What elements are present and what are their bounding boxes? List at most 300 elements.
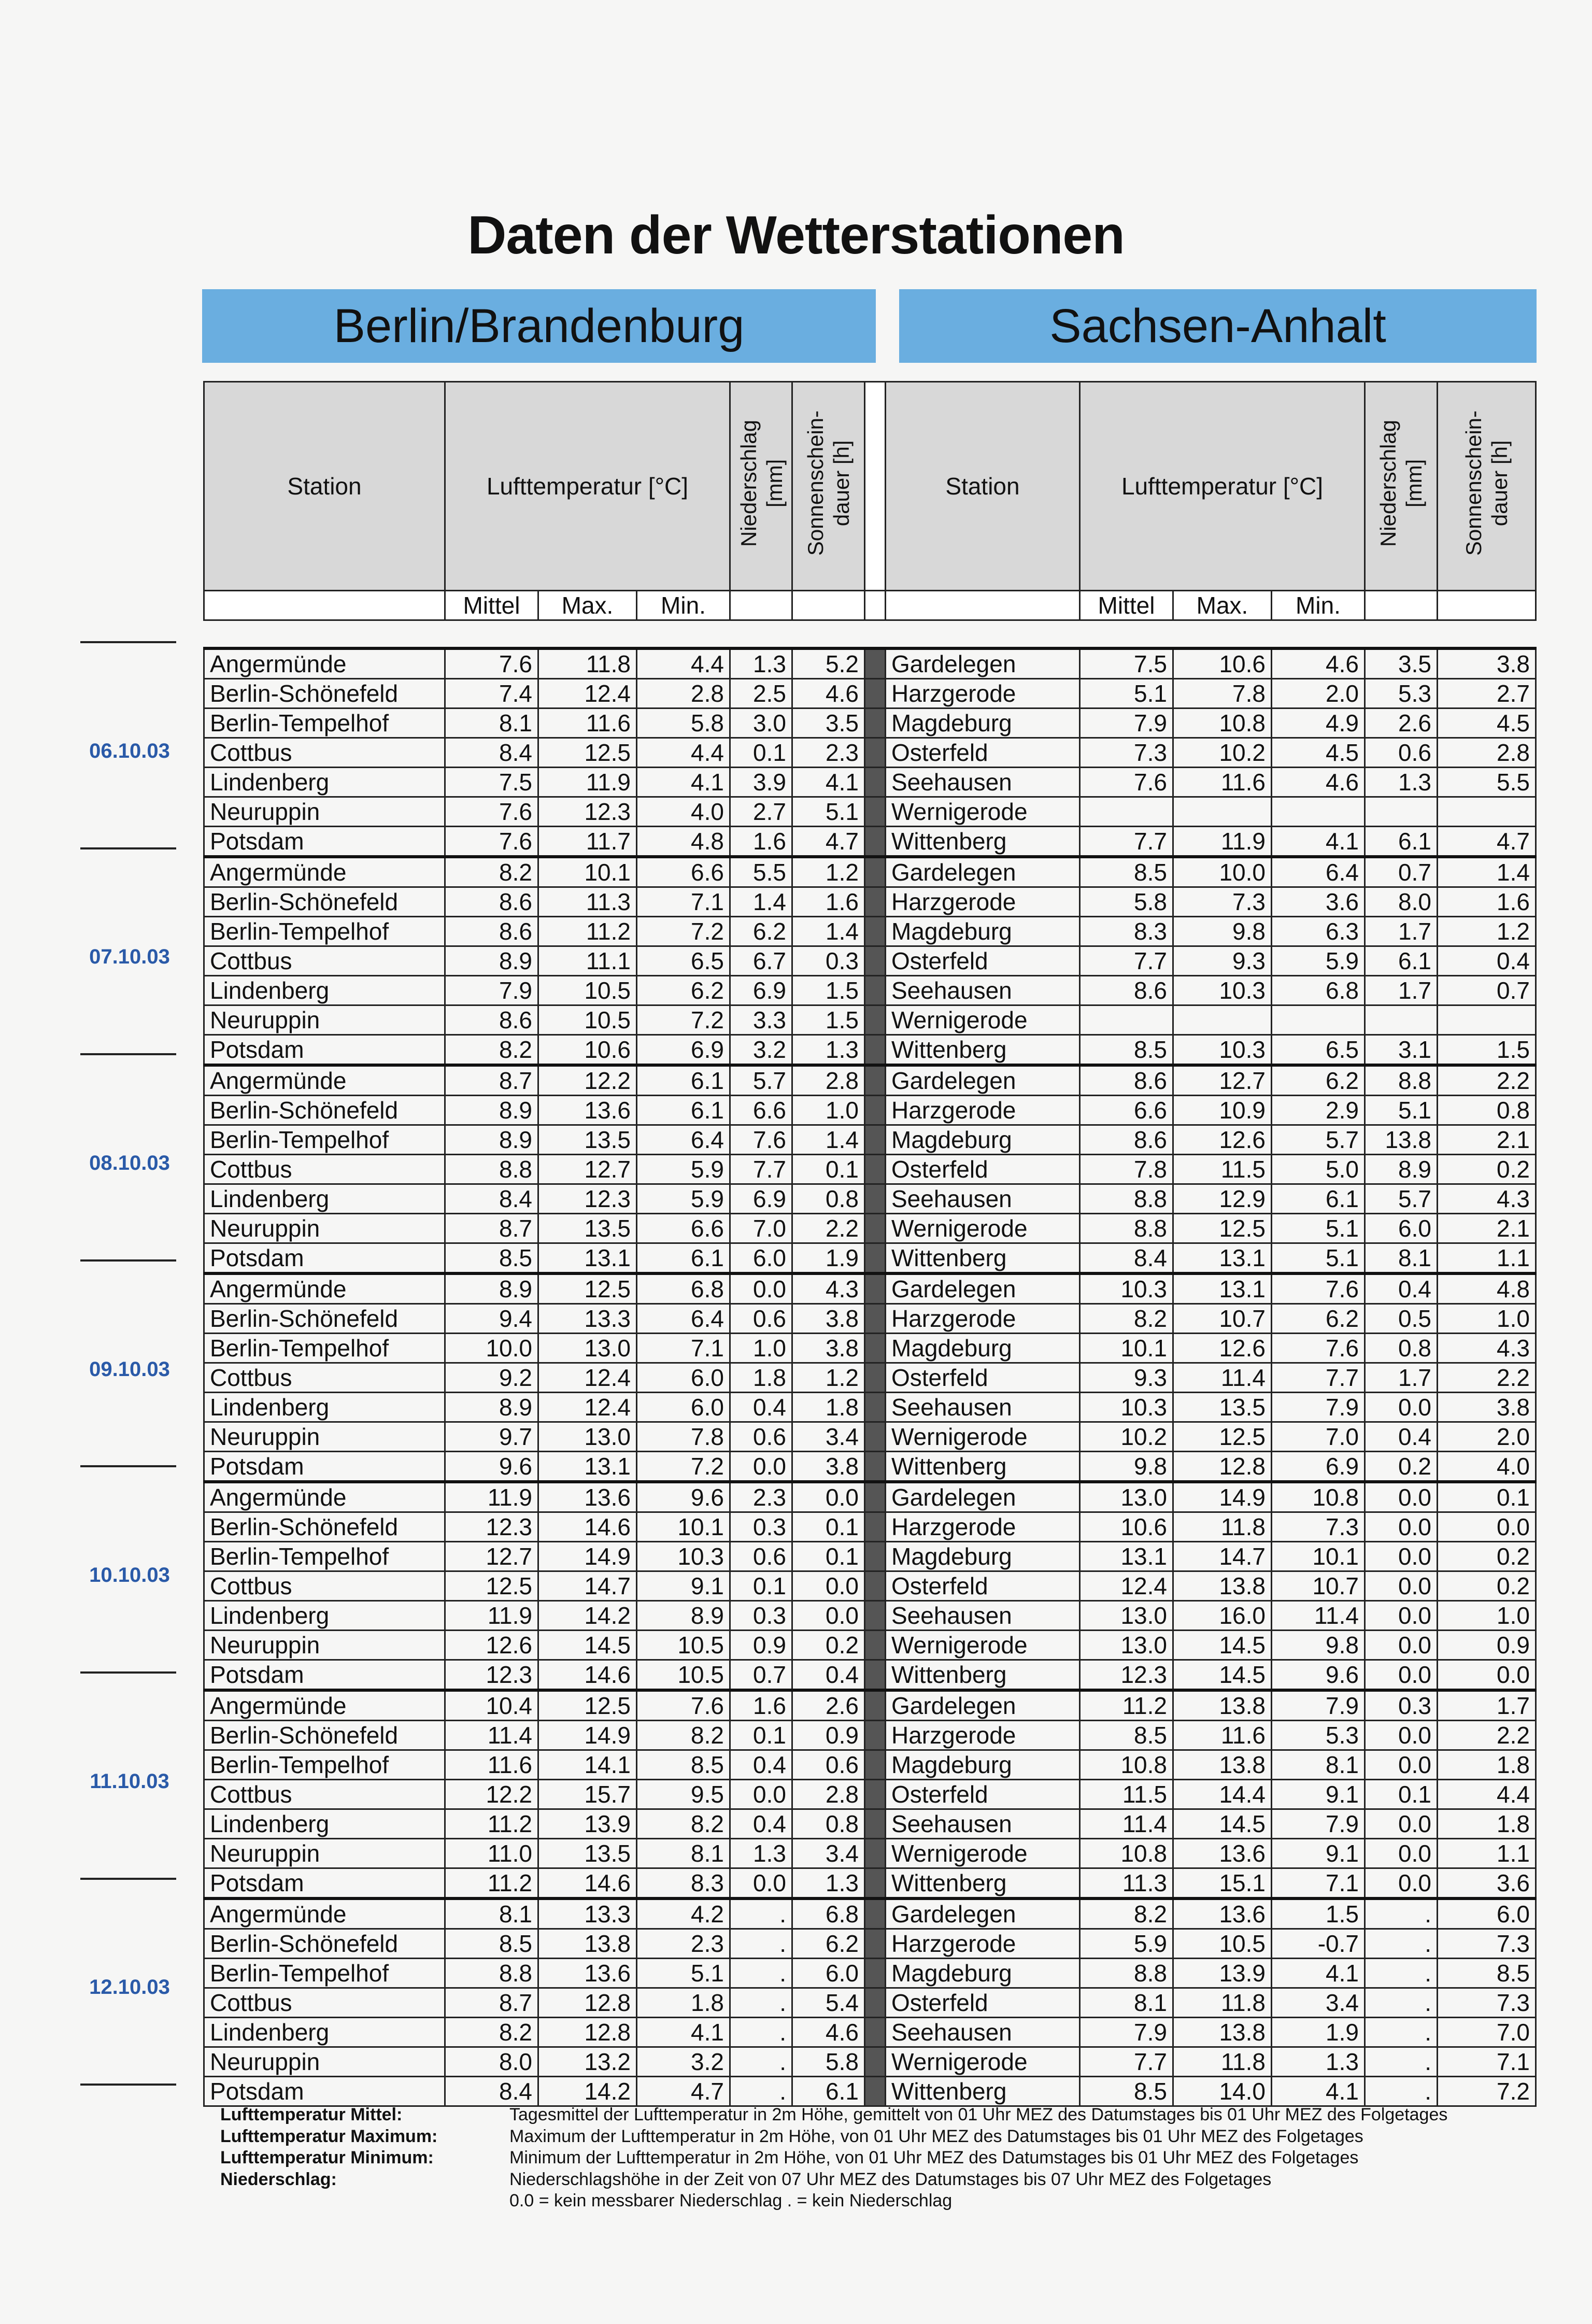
value-cell: 3.2: [637, 2047, 730, 2077]
value-cell: 11.2: [445, 1809, 538, 1839]
station-name: Seehausen: [886, 2018, 1080, 2047]
station-name: Wittenberg: [886, 2077, 1080, 2106]
value-cell: 9.2: [445, 1363, 538, 1393]
value-cell: 10.1: [637, 1512, 730, 1542]
table-row: [204, 1601, 1536, 1631]
value-cell: 9.3: [1080, 1363, 1173, 1393]
date-divider: [80, 1465, 176, 1467]
table-row: [204, 1096, 1536, 1125]
station-name: Osterfeld: [886, 946, 1080, 976]
column-separator: [865, 2047, 886, 2077]
value-cell: 0.6: [792, 1750, 865, 1780]
value-cell: 6.5: [1272, 1035, 1365, 1066]
value-cell: 0.4: [730, 1809, 792, 1839]
value-cell: 10.8: [1080, 1750, 1173, 1780]
column-separator: [865, 708, 886, 738]
value-cell: 13.5: [538, 1125, 637, 1155]
value-cell: 3.9: [730, 768, 792, 797]
value-cell: 7.5: [1080, 648, 1173, 679]
value-cell: 4.4: [637, 648, 730, 679]
col-header-sunshine-right: Sonnenschein- dauer [h]: [1438, 382, 1536, 591]
value-cell: 8.1: [1365, 1243, 1438, 1274]
table-row: [204, 1721, 1536, 1750]
station-name: Gardelegen: [886, 648, 1080, 679]
value-cell: 12.2: [445, 1780, 538, 1809]
value-cell: 0.7: [730, 1660, 792, 1691]
value-cell: 7.2: [637, 917, 730, 946]
value-cell: 10.1: [1272, 1542, 1365, 1571]
value-cell: 11.3: [538, 887, 637, 917]
value-cell: 1.3: [730, 1839, 792, 1868]
value-cell: 8.2: [1080, 1898, 1173, 1929]
value-cell: 8.2: [445, 857, 538, 887]
table-row: [204, 2047, 1536, 2077]
column-separator: [865, 648, 886, 679]
station-name: Berlin-Tempelhof: [204, 1750, 445, 1780]
value-cell: .: [1365, 1929, 1438, 1959]
value-cell: 8.5: [445, 1243, 538, 1274]
column-separator: [865, 1988, 886, 2018]
value-cell: 6.8: [1272, 976, 1365, 1005]
station-name: Cottbus: [204, 1155, 445, 1184]
value-cell: 7.6: [1080, 768, 1173, 797]
station-name: Osterfeld: [886, 1363, 1080, 1393]
value-cell: 6.8: [792, 1898, 865, 1929]
table-row: [204, 1304, 1536, 1334]
value-cell: 14.9: [538, 1542, 637, 1571]
value-cell: 0.4: [792, 1660, 865, 1691]
value-cell: 1.9: [1272, 2018, 1365, 2047]
value-cell: 6.1: [637, 1065, 730, 1096]
value-cell: 11.8: [1173, 1512, 1272, 1542]
value-cell: 7.9: [1272, 1809, 1365, 1839]
value-cell: 5.0: [1272, 1155, 1365, 1184]
table-row: [204, 1155, 1536, 1184]
value-cell: 4.3: [1438, 1334, 1536, 1363]
value-cell: 4.6: [1272, 768, 1365, 797]
value-cell: 7.9: [445, 976, 538, 1005]
value-cell: 11.4: [445, 1721, 538, 1750]
value-cell: 14.5: [1173, 1631, 1272, 1660]
value-cell: 2.0: [1272, 679, 1365, 708]
value-cell: 2.8: [792, 1780, 865, 1809]
table-row: [204, 797, 1536, 827]
column-separator: [865, 1571, 886, 1601]
value-cell: 1.4: [792, 1125, 865, 1155]
value-cell: 8.5: [445, 1929, 538, 1959]
value-cell: 7.8: [1080, 1155, 1173, 1184]
value-cell: 10.9: [1173, 1096, 1272, 1125]
value-cell: 6.2: [730, 917, 792, 946]
value-cell: 7.7: [730, 1155, 792, 1184]
value-cell: 13.6: [1173, 1898, 1272, 1929]
value-cell: 13.1: [1173, 1243, 1272, 1274]
value-cell: 0.4: [1365, 1273, 1438, 1304]
station-name: Potsdam: [204, 1452, 445, 1482]
station-name: Angermünde: [204, 1690, 445, 1721]
value-cell: 1.9: [792, 1243, 865, 1274]
value-cell: 7.2: [637, 1452, 730, 1482]
value-cell: 3.8: [792, 1304, 865, 1334]
date-label: 08.10.03: [89, 1151, 170, 1174]
value-cell: 7.2: [637, 1005, 730, 1035]
column-separator: [865, 1393, 886, 1422]
value-cell: 0.2: [1438, 1571, 1536, 1601]
value-cell: 8.7: [445, 1065, 538, 1096]
station-name: Wernigerode: [886, 1422, 1080, 1452]
value-cell: 7.9: [1272, 1393, 1365, 1422]
value-cell: 0.0: [730, 1273, 792, 1304]
station-name: Berlin-Schönefeld: [204, 1721, 445, 1750]
value-cell: 0.0: [1365, 1750, 1438, 1780]
value-cell: 6.7: [730, 946, 792, 976]
value-cell: 0.8: [1365, 1334, 1438, 1363]
value-cell: 0.9: [1438, 1631, 1536, 1660]
value-cell: 8.9: [637, 1601, 730, 1631]
value-cell: 6.9: [637, 1035, 730, 1066]
value-cell: 8.5: [1080, 2077, 1173, 2106]
date-label: 06.10.03: [89, 739, 170, 762]
value-cell: 1.0: [1438, 1304, 1536, 1334]
value-cell: 13.8: [1173, 1690, 1272, 1721]
value-cell: 1.8: [1438, 1750, 1536, 1780]
station-name: Seehausen: [886, 1184, 1080, 1214]
value-cell: 9.8: [1272, 1631, 1365, 1660]
value-cell: 5.2: [792, 648, 865, 679]
value-cell: 5.1: [1080, 679, 1173, 708]
value-cell: 3.4: [792, 1839, 865, 1868]
value-cell: 7.0: [730, 1214, 792, 1243]
value-cell: 13.6: [538, 1959, 637, 1988]
value-cell: 1.8: [637, 1988, 730, 2018]
value-cell: 8.2: [1080, 1304, 1173, 1334]
value-cell: 1.2: [792, 1363, 865, 1393]
value-cell: 9.3: [1173, 946, 1272, 976]
value-cell: [1080, 797, 1173, 827]
station-name: Wernigerode: [886, 797, 1080, 827]
value-cell: 0.1: [1438, 1482, 1536, 1512]
value-cell: 2.1: [1438, 1125, 1536, 1155]
value-cell: 2.3: [792, 738, 865, 768]
value-cell: 7.1: [1438, 2047, 1536, 2077]
station-name: Neuruppin: [204, 2047, 445, 2077]
value-cell: 7.9: [1080, 2018, 1173, 2047]
value-cell: 8.1: [445, 708, 538, 738]
value-cell: 5.3: [1272, 1721, 1365, 1750]
station-name: Wittenberg: [886, 827, 1080, 857]
value-cell: 13.8: [1173, 1750, 1272, 1780]
value-cell: 8.8: [1080, 1959, 1173, 1988]
value-cell: 4.6: [1272, 648, 1365, 679]
col-header-precipitation: Niederschlag [mm]: [730, 382, 792, 591]
value-cell: 13.1: [1080, 1542, 1173, 1571]
table-row: [204, 2018, 1536, 2047]
station-name: Neuruppin: [204, 1422, 445, 1452]
value-cell: 3.2: [730, 1035, 792, 1066]
value-cell: 0.3: [792, 946, 865, 976]
table-row: [204, 1868, 1536, 1899]
value-cell: 10.6: [538, 1035, 637, 1066]
value-cell: 11.8: [538, 648, 637, 679]
value-cell: 7.8: [637, 1422, 730, 1452]
table-row: [204, 1780, 1536, 1809]
date-divider: [80, 1671, 176, 1674]
station-name: Osterfeld: [886, 1988, 1080, 2018]
value-cell: 0.0: [730, 1452, 792, 1482]
value-cell: 15.1: [1173, 1868, 1272, 1899]
station-name: Angermünde: [204, 648, 445, 679]
station-name: Angermünde: [204, 1898, 445, 1929]
station-name: Berlin-Schönefeld: [204, 887, 445, 917]
value-cell: 0.0: [730, 1868, 792, 1899]
value-cell: 1.3: [730, 648, 792, 679]
value-cell: 12.7: [445, 1542, 538, 1571]
value-cell: 0.3: [730, 1601, 792, 1631]
column-separator: [865, 1750, 886, 1780]
value-cell: 2.3: [730, 1482, 792, 1512]
value-cell: 7.6: [1272, 1334, 1365, 1363]
value-cell: 10.4: [445, 1690, 538, 1721]
value-cell: [1173, 1005, 1272, 1035]
value-cell: [1272, 797, 1365, 827]
value-cell: 5.3: [1365, 679, 1438, 708]
station-name: Magdeburg: [886, 1959, 1080, 1988]
station-name: Magdeburg: [886, 917, 1080, 946]
value-cell: 13.6: [1173, 1839, 1272, 1868]
value-cell: 5.1: [637, 1959, 730, 1988]
value-cell: 4.7: [1438, 827, 1536, 857]
value-cell: 14.5: [538, 1631, 637, 1660]
value-cell: 11.5: [1173, 1155, 1272, 1184]
value-cell: 4.1: [1272, 1959, 1365, 1988]
station-name: Osterfeld: [886, 1780, 1080, 1809]
station-name: Wernigerode: [886, 2047, 1080, 2077]
value-cell: 0.1: [730, 738, 792, 768]
station-name: Berlin-Schönefeld: [204, 1929, 445, 1959]
value-cell: 0.8: [792, 1809, 865, 1839]
value-cell: [1080, 1005, 1173, 1035]
value-cell: 0.1: [1365, 1780, 1438, 1809]
table-row: [204, 1959, 1536, 1988]
value-cell: 7.6: [445, 648, 538, 679]
value-cell: 12.8: [538, 1988, 637, 2018]
value-cell: 11.4: [1080, 1809, 1173, 1839]
value-cell: 6.5: [637, 946, 730, 976]
value-cell: 0.1: [730, 1721, 792, 1750]
value-cell: 0.0: [1365, 1839, 1438, 1868]
value-cell: 12.7: [1173, 1065, 1272, 1096]
value-cell: 12.3: [538, 1184, 637, 1214]
value-cell: 12.5: [538, 738, 637, 768]
value-cell: 5.9: [637, 1155, 730, 1184]
value-cell: 9.7: [445, 1422, 538, 1452]
station-name: Berlin-Schönefeld: [204, 1096, 445, 1125]
value-cell: 12.3: [538, 797, 637, 827]
table-row: [204, 1929, 1536, 1959]
value-cell: 0.3: [730, 1512, 792, 1542]
value-cell: 7.6: [1272, 1273, 1365, 1304]
value-cell: 13.3: [538, 1304, 637, 1334]
value-cell: 11.6: [1173, 768, 1272, 797]
value-cell: 10.7: [1272, 1571, 1365, 1601]
value-cell: 1.3: [792, 1035, 865, 1066]
value-cell: 4.1: [1272, 827, 1365, 857]
value-cell: 14.7: [538, 1571, 637, 1601]
value-cell: 3.5: [792, 708, 865, 738]
value-cell: 6.1: [637, 1243, 730, 1274]
value-cell: .: [1365, 2077, 1438, 2106]
table-row: [204, 1988, 1536, 2018]
value-cell: 8.2: [445, 2018, 538, 2047]
table-row: [204, 1065, 1536, 1096]
value-cell: .: [730, 1988, 792, 2018]
value-cell: 0.6: [730, 1304, 792, 1334]
value-cell: 0.0: [1365, 1482, 1438, 1512]
column-separator: [865, 1898, 886, 1929]
table-row: [204, 1660, 1536, 1691]
weather-station-table: [203, 381, 1537, 2107]
value-cell: 1.7: [1365, 976, 1438, 1005]
value-cell: 2.6: [792, 1690, 865, 1721]
value-cell: .: [1365, 1988, 1438, 2018]
value-cell: 3.4: [1272, 1988, 1365, 2018]
value-cell: 0.0: [792, 1482, 865, 1512]
value-cell: 7.7: [1272, 1363, 1365, 1393]
value-cell: 1.4: [1438, 857, 1536, 887]
value-cell: 5.1: [792, 797, 865, 827]
value-cell: [1272, 1005, 1365, 1035]
value-cell: 3.5: [1365, 648, 1438, 679]
value-cell: 4.6: [792, 679, 865, 708]
value-cell: 6.0: [730, 1243, 792, 1274]
value-cell: 10.8: [1272, 1482, 1365, 1512]
station-name: Magdeburg: [886, 1542, 1080, 1571]
station-name: Neuruppin: [204, 1839, 445, 1868]
value-cell: 13.8: [1365, 1125, 1438, 1155]
station-name: Cottbus: [204, 738, 445, 768]
station-name: Wittenberg: [886, 1243, 1080, 1274]
column-separator: [865, 1334, 886, 1363]
value-cell: 13.5: [538, 1214, 637, 1243]
legend-text: Tagesmittel der Lufttemperatur in 2m Höhe, gemittelt von 01 Uhr MEZ des Datumstages bis 01 Uhr MEZ des Folgetages: [509, 2105, 1448, 2124]
table-row: [204, 827, 1536, 857]
value-cell: 3.8: [1438, 1393, 1536, 1422]
column-separator: [865, 797, 886, 827]
station-name: Berlin-Tempelhof: [204, 1334, 445, 1363]
table-row: [204, 1243, 1536, 1274]
table-row: [204, 1750, 1536, 1780]
value-cell: [1365, 797, 1438, 827]
value-cell: 0.0: [730, 1780, 792, 1809]
value-cell: 2.8: [637, 679, 730, 708]
value-cell: 4.6: [792, 2018, 865, 2047]
value-cell: 6.9: [1272, 1452, 1365, 1482]
legend-text: Minimum der Lufttemperatur in 2m Höhe, von 01 Uhr MEZ des Datumstages bis 01 Uhr MEZ des Folgetages: [509, 2148, 1359, 2167]
value-cell: 7.1: [637, 887, 730, 917]
value-cell: 10.8: [1080, 1839, 1173, 1868]
column-separator: [865, 1273, 886, 1304]
value-cell: 13.8: [1173, 1571, 1272, 1601]
station-name: Magdeburg: [886, 1750, 1080, 1780]
station-name: Gardelegen: [886, 857, 1080, 887]
table-row: [204, 708, 1536, 738]
column-separator: [865, 2077, 886, 2106]
value-cell: 9.4: [445, 1304, 538, 1334]
value-cell: 11.6: [1173, 1721, 1272, 1750]
value-cell: 14.4: [1173, 1780, 1272, 1809]
value-cell: 0.1: [792, 1155, 865, 1184]
col-header-station-right: Station: [886, 382, 1080, 591]
value-cell: 14.1: [538, 1750, 637, 1780]
subheader-min-right: Min.: [1272, 591, 1365, 620]
value-cell: 14.7: [1173, 1542, 1272, 1571]
value-cell: 8.6: [445, 917, 538, 946]
value-cell: 1.5: [1438, 1035, 1536, 1066]
value-cell: 4.3: [1438, 1184, 1536, 1214]
value-cell: 4.2: [637, 1898, 730, 1929]
value-cell: .: [730, 2077, 792, 2106]
column-separator: [865, 1660, 886, 1691]
value-cell: 8.9: [445, 1096, 538, 1125]
value-cell: 7.3: [1438, 1988, 1536, 2018]
station-name: Berlin-Schönefeld: [204, 1304, 445, 1334]
table-row: [204, 1125, 1536, 1155]
station-name: Harzgerode: [886, 1512, 1080, 1542]
value-cell: 8.1: [1080, 1988, 1173, 2018]
value-cell: 10.2: [1173, 738, 1272, 768]
table-row: [204, 1809, 1536, 1839]
value-cell: 1.2: [792, 857, 865, 887]
station-name: Osterfeld: [886, 1155, 1080, 1184]
value-cell: 1.2: [1438, 917, 1536, 946]
value-cell: 13.0: [538, 1334, 637, 1363]
value-cell: 5.7: [1365, 1184, 1438, 1214]
value-cell: 6.2: [1272, 1065, 1365, 1096]
date-label: 10.10.03: [89, 1564, 170, 1587]
value-cell: 6.1: [637, 1096, 730, 1125]
column-separator: [865, 1096, 886, 1125]
value-cell: 0.1: [792, 1542, 865, 1571]
value-cell: 0.0: [1365, 1721, 1438, 1750]
value-cell: .: [730, 1959, 792, 1988]
station-name: Cottbus: [204, 1780, 445, 1809]
legend-text: 0.0 = kein messbarer Niederschlag . = kein Niederschlag: [509, 2191, 953, 2210]
value-cell: 7.4: [445, 679, 538, 708]
table-row: [204, 1482, 1536, 1512]
value-cell: 6.4: [1272, 857, 1365, 887]
legend-text: Maximum der Lufttemperatur in 2m Höhe, von 01 Uhr MEZ des Datumstages bis 01 Uhr MEZ des Folgetages: [509, 2126, 1363, 2146]
value-cell: 7.9: [1272, 1690, 1365, 1721]
col-header-precipitation-right: Niederschlag [mm]: [1365, 382, 1438, 591]
value-cell: [1438, 1005, 1536, 1035]
station-name: Berlin-Tempelhof: [204, 708, 445, 738]
station-name: Angermünde: [204, 857, 445, 887]
value-cell: 4.8: [637, 827, 730, 857]
value-cell: 8.7: [445, 1988, 538, 2018]
table-row: [204, 1452, 1536, 1482]
value-cell: 9.1: [637, 1571, 730, 1601]
station-name: Harzgerode: [886, 1929, 1080, 1959]
table-row: [204, 738, 1536, 768]
value-cell: 0.6: [730, 1422, 792, 1452]
value-cell: 4.1: [637, 768, 730, 797]
value-cell: 9.1: [1272, 1839, 1365, 1868]
value-cell: 0.0: [1365, 1601, 1438, 1631]
value-cell: [1438, 797, 1536, 827]
column-separator: [865, 1512, 886, 1542]
value-cell: 12.3: [445, 1660, 538, 1691]
value-cell: 10.3: [1173, 976, 1272, 1005]
